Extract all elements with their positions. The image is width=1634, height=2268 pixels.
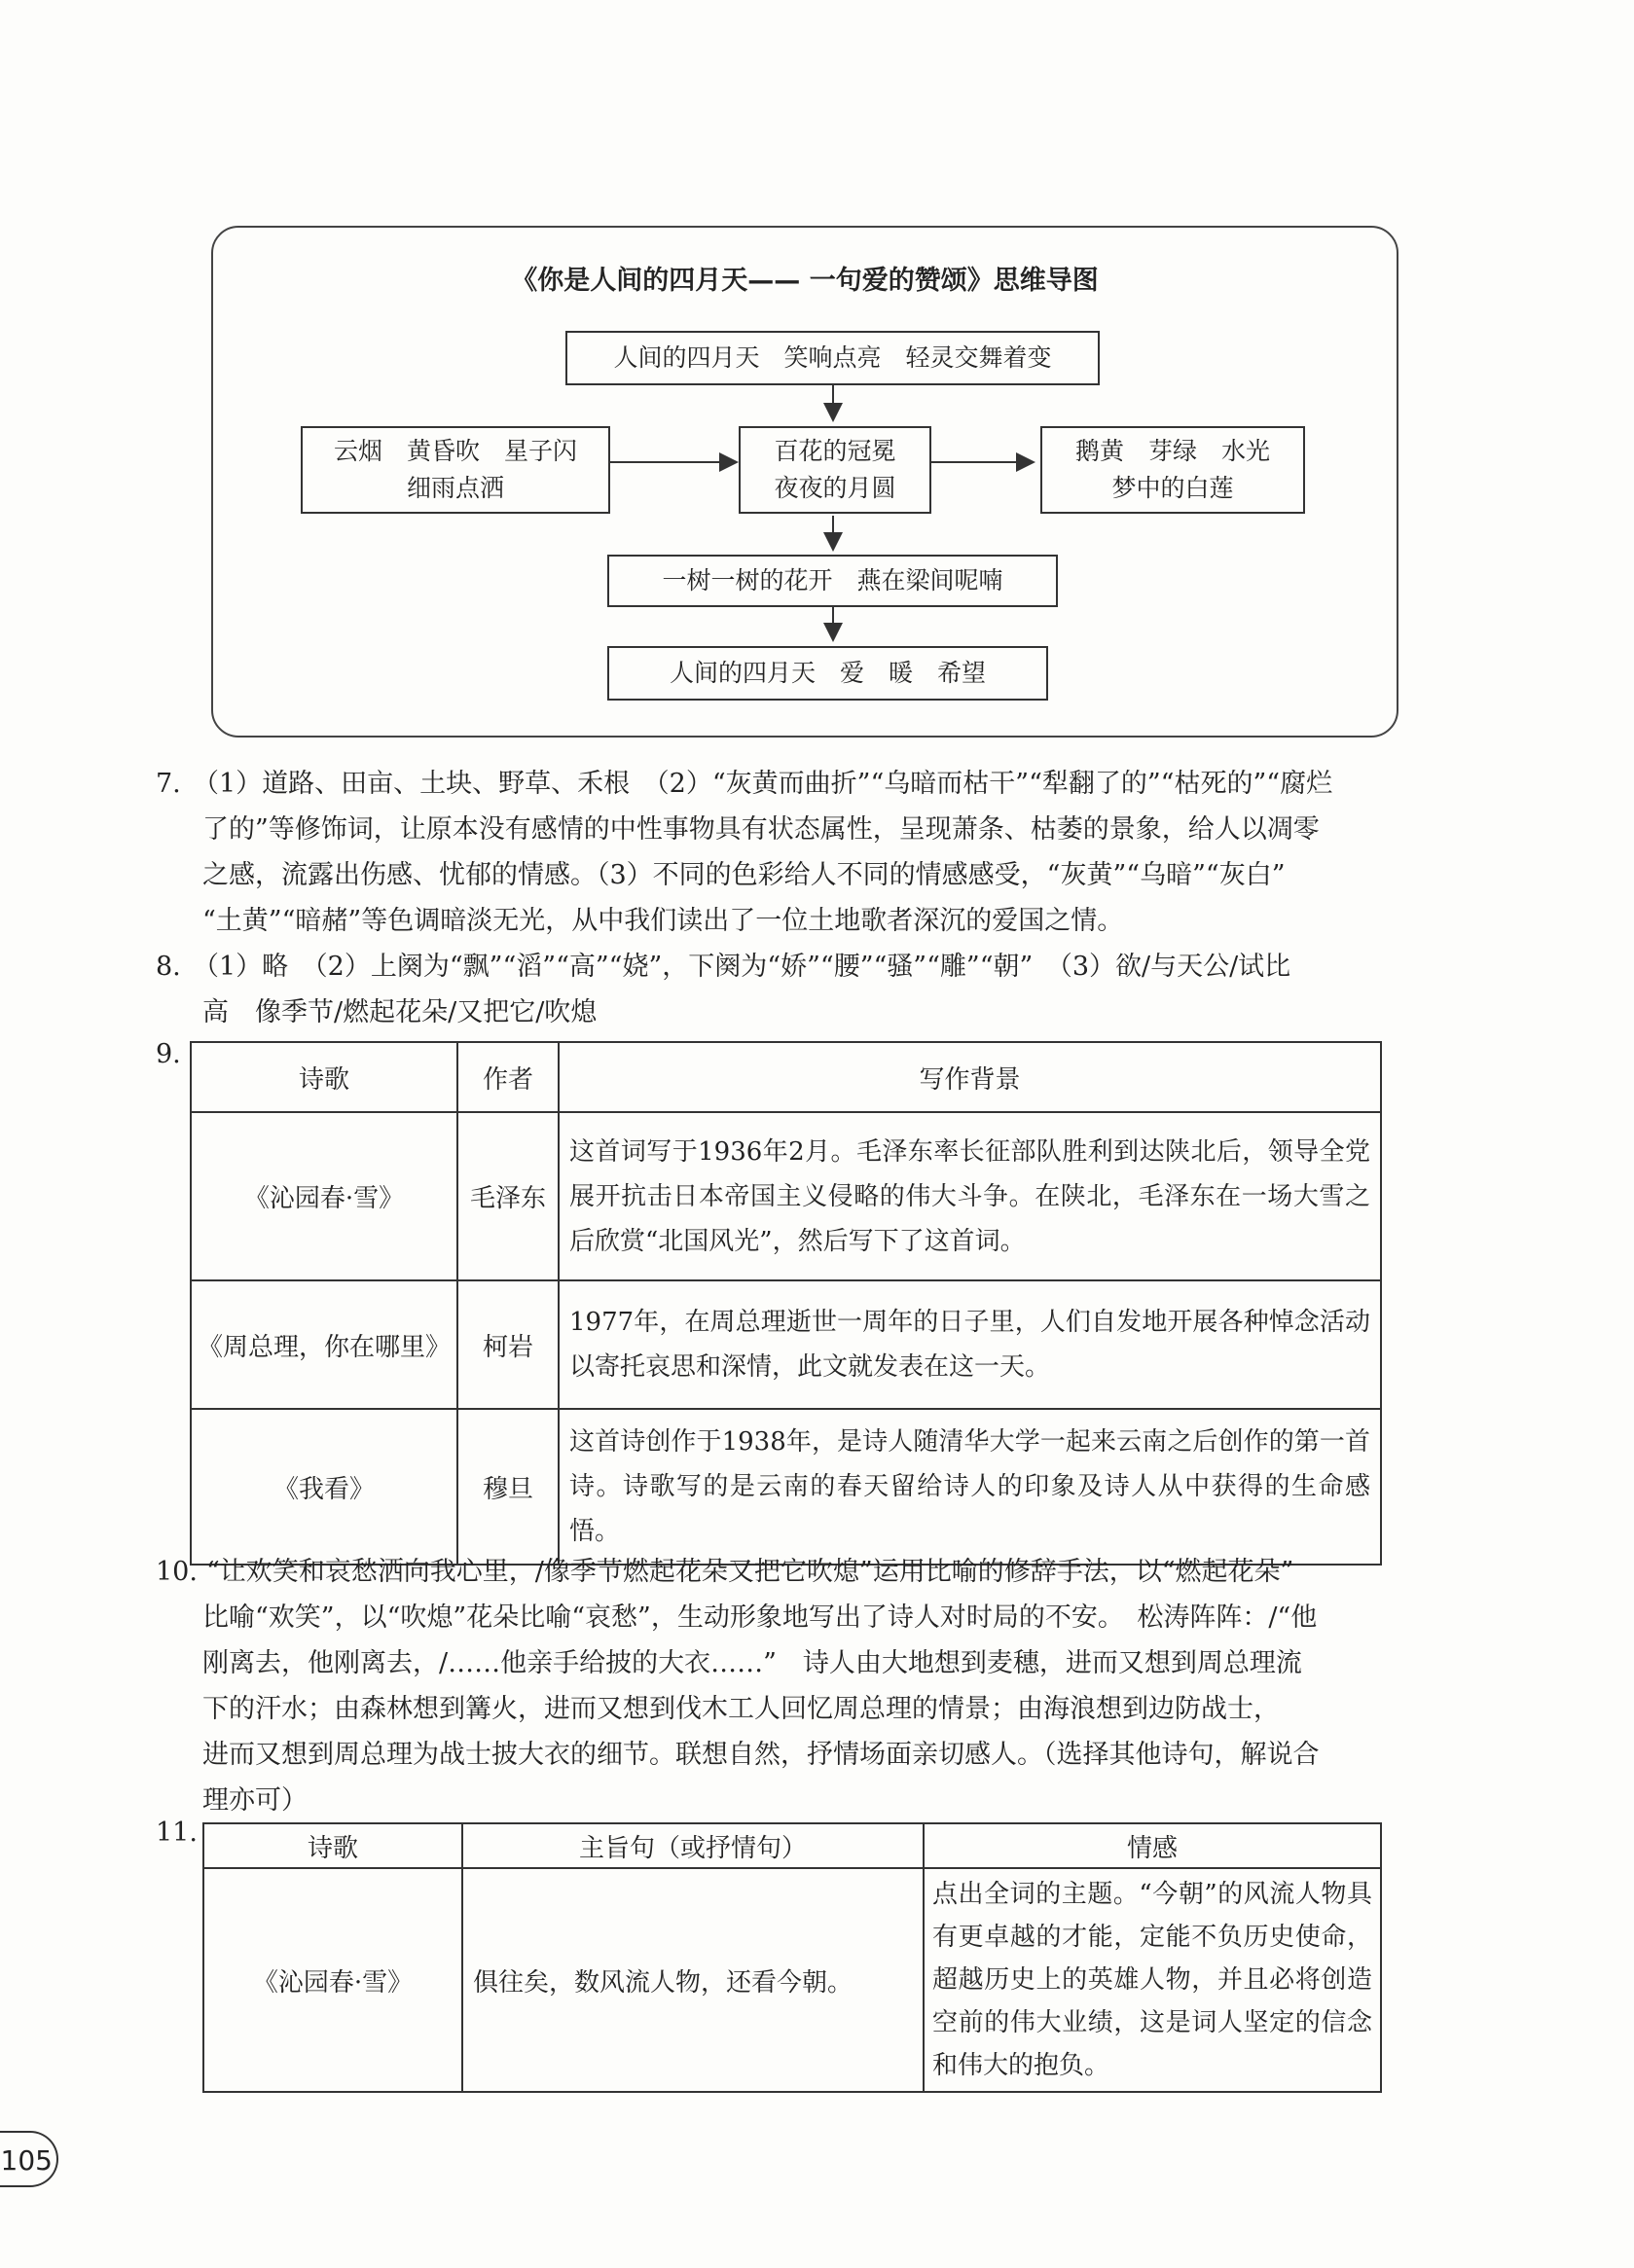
page-number: 105: [0, 2131, 58, 2187]
table-header-row: [191, 1042, 1381, 1112]
table-header: 作者: [457, 1042, 559, 1112]
question-11-table: [202, 1822, 1382, 2093]
table-cell-background: 1977年，在周总理逝世一周年的日子里，人们自发地开展各种悼念活动以寄托哀思和深情，此文就发表在这一天。: [559, 1280, 1381, 1409]
table-cell-emotion: 点出全词的主题。“今朝”的风流人物具有更卓越的才能，定能不负历史使命，超越历史上的英雄人物，并且必将创造空前的伟大业绩，这是词人坚定的信念和伟大的抱负。: [924, 1868, 1381, 2092]
question-11-number: 11.: [156, 1818, 198, 1848]
table-cell-poem: 《周总理，你在哪里》: [191, 1280, 457, 1409]
table-cell-poem: 《沁园春·雪》: [191, 1112, 457, 1280]
table-row: [191, 1409, 1381, 1565]
question-8-number: 8.: [156, 952, 181, 982]
node-top: [565, 331, 1100, 385]
table-cell-poem: 《我看》: [191, 1409, 457, 1565]
table-row: [203, 1868, 1381, 2092]
mind-map-frame: [211, 226, 1398, 738]
node-left: [301, 426, 610, 514]
node-left-line2: 细雨点洒: [406, 474, 504, 502]
question-10-line: 比喻“欢笑”，以“吹熄”花朵比喻“哀愁”，生动形象地写出了诗人对时局的不安。 松涛阵阵：/“他: [202, 1602, 1318, 1633]
question-7-line: “土黄”“暗赭”等色调暗淡无光，从中我们读出了一位土地歌者深沉的爱国之情。: [202, 906, 1124, 936]
table-header: 诗歌: [191, 1042, 457, 1112]
question-10-line: “让欢笑和哀愁洒向我心里，/像季节燃起花朵又把它吹熄”运用比喻的修辞手法，以“燃起花朵”: [206, 1557, 1294, 1587]
node-right: [1040, 426, 1305, 514]
table-cell-poem: 《沁园春·雪》: [203, 1868, 462, 2092]
node-lower-text: 一树一树的花开 燕在梁间呢喃: [662, 566, 1003, 594]
table-cell-theme: 俱往矣，数风流人物，还看今朝。: [462, 1868, 924, 2092]
table-row: [191, 1112, 1381, 1280]
table-header-row: [203, 1823, 1381, 1868]
node-right-line1: 鹅黄 芽绿 水光: [1074, 437, 1270, 465]
node-center-line2: 夜夜的月圆: [774, 474, 896, 502]
question-7: [156, 761, 1401, 955]
question-8-line: （1）略 （2）上阕为“飘”“滔”“高”“娆”，下阕为“娇”“腰”“骚”“雕”“朝” （3）欲/与天公/试比: [193, 952, 1291, 982]
question-10: [156, 1549, 1401, 1831]
table-row: [191, 1280, 1381, 1409]
table-header: 诗歌: [203, 1823, 462, 1868]
mind-map-title: 《你是人间的四月天—— 一句爱的赞颂》思维导图: [511, 266, 1099, 296]
question-9-number: 9.: [156, 1039, 181, 1069]
table-header: 写作背景: [559, 1042, 1381, 1112]
question-7-line: 了的”等修饰词，让原本没有感情的中性事物具有状态属性，呈现萧条、枯萎的景象，给人以凋零: [202, 814, 1320, 845]
node-right-line2: 梦中的白莲: [1111, 474, 1234, 502]
node-lower: [607, 555, 1058, 607]
question-8: [156, 944, 1401, 1041]
question-8-line: 高 像季节/燃起花朵/又把它/吹熄: [202, 997, 598, 1027]
question-7-line: 之感，流露出伤感、忧郁的情感。（3）不同的色彩给人不同的情感感受，“灰黄”“乌暗”“灰白”: [202, 860, 1286, 890]
question-10-line: 理亦可）: [202, 1785, 308, 1816]
question-10-line: 进而又想到周总理为战士披大衣的细节。联想自然，抒情场面亲切感人。（选择其他诗句，解说合: [202, 1740, 1320, 1770]
question-7-line: （1）道路、田亩、土块、野草、禾根 （2）“灰黄而曲折”“乌暗而枯干”“犁翻了的”“枯死的”“腐烂: [193, 769, 1333, 799]
table-header: 情感: [924, 1823, 1381, 1868]
node-left-line1: 云烟 黄昏吹 星子闪: [333, 437, 577, 465]
table-cell-author: 毛泽东: [457, 1112, 559, 1280]
question-10-number: 10.: [156, 1557, 198, 1587]
question-7-number: 7.: [156, 769, 181, 799]
table-cell-background: 这首词写于1936年2月。毛泽东率长征部队胜利到达陕北后，领导全党展开抗击日本帝国主义侵略的伟大斗争。在陕北，毛泽东在一场大雪之后欣赏“北国风光”，然后写下了这首词。: [559, 1112, 1381, 1280]
node-bottom: [607, 646, 1048, 701]
node-bottom-text: 人间的四月天 爱 暖 希望: [669, 659, 986, 687]
table-cell-author: 柯岩: [457, 1280, 559, 1409]
question-9-table: [190, 1041, 1382, 1566]
node-top-text: 人间的四月天 笑响点亮 轻灵交舞着变: [613, 343, 1052, 372]
question-10-line: 刚离去，他刚离去，/……他亲手给披的大衣……” 诗人由大地想到麦穗，进而又想到周总理流: [202, 1648, 1302, 1678]
table-header: 主旨句（或抒情句）: [462, 1823, 924, 1868]
node-center: [739, 426, 931, 514]
table-cell-author: 穆旦: [457, 1409, 559, 1565]
node-center-line1: 百花的冠冕: [774, 437, 896, 465]
question-10-line: 下的汗水；由森林想到篝火，进而又想到伐木工人回忆周总理的情景；由海浪想到边防战士，: [202, 1694, 1280, 1724]
table-cell-background: 这首诗创作于1938年，是诗人随清华大学一起来云南之后创作的第一首诗。诗歌写的是云南的春天留给诗人的印象及诗人从中获得的生命感悟。: [559, 1409, 1381, 1565]
